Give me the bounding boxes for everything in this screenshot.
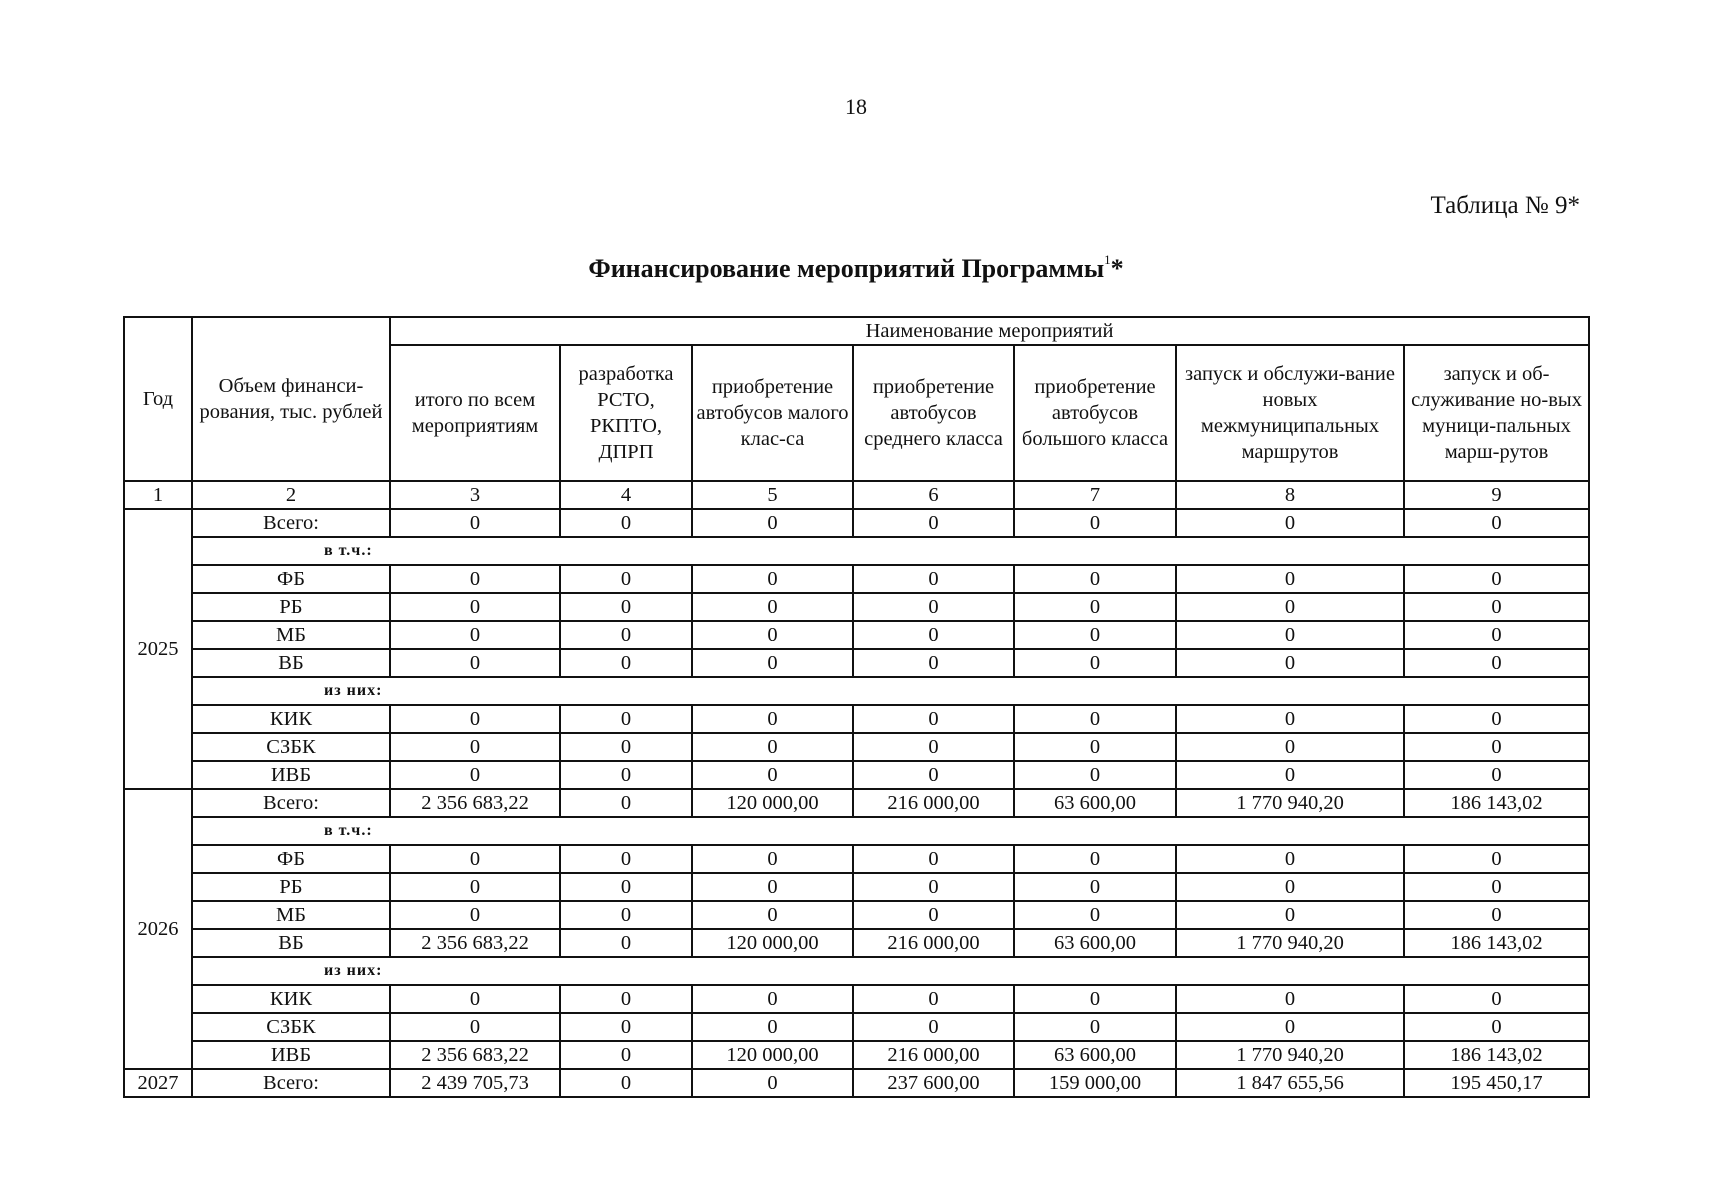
- value-cell: 216 000,00: [853, 1041, 1014, 1069]
- row-label: ФБ: [192, 565, 390, 593]
- value-cell: 0: [390, 845, 560, 873]
- value-cell: 0: [560, 1069, 692, 1097]
- value-cell: 0: [1014, 705, 1176, 733]
- year-cell: 2026: [124, 789, 192, 1069]
- value-cell: 0: [1404, 901, 1589, 929]
- value-cell: 0: [1176, 705, 1404, 733]
- table-row: [124, 1013, 1589, 1041]
- value-cell: 0: [1176, 761, 1404, 789]
- table-row: [124, 733, 1589, 761]
- header-col-7: приобретение автобусов большого класса: [1014, 345, 1176, 481]
- column-number: 3: [390, 481, 560, 509]
- column-number: 5: [692, 481, 853, 509]
- value-cell: 0: [1404, 761, 1589, 789]
- subgroup-label: из них:: [192, 677, 1589, 705]
- value-cell: 0: [1404, 985, 1589, 1013]
- value-cell: 2 356 683,22: [390, 1041, 560, 1069]
- value-cell: 0: [560, 705, 692, 733]
- table-row: [124, 1041, 1589, 1069]
- value-cell: 2 356 683,22: [390, 789, 560, 817]
- header-col-3: итого по всем мероприятиям: [390, 345, 560, 481]
- value-cell: 0: [1014, 565, 1176, 593]
- value-cell: 0: [853, 985, 1014, 1013]
- value-cell: 0: [390, 761, 560, 789]
- value-cell: 0: [853, 565, 1014, 593]
- row-label: ИВБ: [192, 1041, 390, 1069]
- value-cell: 0: [390, 593, 560, 621]
- value-cell: 0: [1014, 845, 1176, 873]
- value-cell: 216 000,00: [853, 929, 1014, 957]
- table-row: [124, 929, 1589, 957]
- row-label: Всего:: [192, 509, 390, 537]
- value-cell: 0: [1176, 509, 1404, 537]
- column-numbers-row: [124, 481, 1589, 509]
- value-cell: 186 143,02: [1404, 789, 1589, 817]
- value-cell: 0: [1014, 509, 1176, 537]
- value-cell: 0: [853, 873, 1014, 901]
- value-cell: 0: [692, 873, 853, 901]
- value-cell: 0: [1014, 1013, 1176, 1041]
- value-cell: 0: [692, 733, 853, 761]
- value-cell: 0: [560, 621, 692, 649]
- value-cell: 0: [853, 593, 1014, 621]
- value-cell: 0: [1176, 593, 1404, 621]
- value-cell: 0: [1404, 593, 1589, 621]
- year-cell: 2025: [124, 509, 192, 789]
- table-row: [124, 705, 1589, 733]
- row-label: СЗБК: [192, 1013, 390, 1041]
- column-number: 6: [853, 481, 1014, 509]
- table-row: [124, 985, 1589, 1013]
- row-label: РБ: [192, 873, 390, 901]
- table-row: [124, 1069, 1589, 1097]
- value-cell: 0: [1176, 985, 1404, 1013]
- value-cell: 0: [560, 509, 692, 537]
- header-col-8: запуск и обслужи-вание новых межмуниципальных маршрутов: [1176, 345, 1404, 481]
- value-cell: 237 600,00: [853, 1069, 1014, 1097]
- value-cell: 0: [560, 789, 692, 817]
- value-cell: 0: [1014, 649, 1176, 677]
- row-label: РБ: [192, 593, 390, 621]
- column-number: 7: [1014, 481, 1176, 509]
- value-cell: 0: [1014, 733, 1176, 761]
- value-cell: 216 000,00: [853, 789, 1014, 817]
- header-col-4: разработка РСТО, РКПТО, ДПРП: [560, 345, 692, 481]
- title-star: *: [1110, 254, 1124, 283]
- value-cell: 0: [560, 565, 692, 593]
- value-cell: 0: [692, 509, 853, 537]
- value-cell: 0: [853, 845, 1014, 873]
- value-cell: 0: [692, 845, 853, 873]
- value-cell: 0: [1176, 845, 1404, 873]
- value-cell: 0: [1014, 901, 1176, 929]
- value-cell: 0: [1404, 733, 1589, 761]
- value-cell: 0: [853, 621, 1014, 649]
- row-label: Всего:: [192, 1069, 390, 1097]
- value-cell: 0: [692, 901, 853, 929]
- value-cell: 0: [1176, 873, 1404, 901]
- table-number: Таблица № 9*: [1430, 192, 1580, 219]
- value-cell: 0: [1176, 733, 1404, 761]
- table-row: [124, 789, 1589, 817]
- value-cell: 0: [560, 761, 692, 789]
- value-cell: 159 000,00: [1014, 1069, 1176, 1097]
- row-label: ФБ: [192, 845, 390, 873]
- value-cell: 120 000,00: [692, 789, 853, 817]
- value-cell: 0: [692, 649, 853, 677]
- value-cell: 0: [692, 1069, 853, 1097]
- value-cell: 0: [390, 901, 560, 929]
- value-cell: 0: [853, 509, 1014, 537]
- column-number: 2: [192, 481, 390, 509]
- value-cell: 0: [1176, 649, 1404, 677]
- table-header: [124, 317, 1589, 509]
- page-number: 18: [845, 94, 867, 119]
- value-cell: 0: [390, 621, 560, 649]
- value-cell: 0: [560, 733, 692, 761]
- table-row: [124, 537, 1589, 565]
- value-cell: 0: [390, 733, 560, 761]
- column-number: 8: [1176, 481, 1404, 509]
- value-cell: 0: [692, 761, 853, 789]
- table-row: [124, 509, 1589, 537]
- value-cell: 0: [390, 873, 560, 901]
- title-footnote-mark: 1: [1104, 252, 1111, 267]
- value-cell: 0: [560, 1041, 692, 1069]
- value-cell: 0: [853, 649, 1014, 677]
- table-row: [124, 845, 1589, 873]
- subgroup-label: из них:: [192, 957, 1589, 985]
- value-cell: 0: [853, 1013, 1014, 1041]
- value-cell: 0: [390, 509, 560, 537]
- table-row: [124, 649, 1589, 677]
- value-cell: 0: [560, 985, 692, 1013]
- value-cell: 0: [1014, 621, 1176, 649]
- subgroup-label: в т.ч.:: [192, 537, 1589, 565]
- value-cell: 120 000,00: [692, 929, 853, 957]
- header-group: Наименование мероприятий: [390, 317, 1589, 345]
- value-cell: 0: [1404, 873, 1589, 901]
- table-row: [124, 761, 1589, 789]
- value-cell: 0: [390, 649, 560, 677]
- header-year: Год: [124, 317, 192, 481]
- value-cell: 0: [1014, 761, 1176, 789]
- value-cell: 0: [853, 733, 1014, 761]
- row-label: СЗБК: [192, 733, 390, 761]
- value-cell: 0: [1404, 1013, 1589, 1041]
- value-cell: 0: [853, 761, 1014, 789]
- value-cell: 0: [853, 901, 1014, 929]
- value-cell: 1 770 940,20: [1176, 929, 1404, 957]
- value-cell: 0: [560, 1013, 692, 1041]
- value-cell: 0: [692, 1013, 853, 1041]
- table-title: [0, 254, 1712, 284]
- value-cell: 63 600,00: [1014, 929, 1176, 957]
- value-cell: 0: [1014, 593, 1176, 621]
- value-cell: 0: [692, 705, 853, 733]
- table-row: [124, 873, 1589, 901]
- value-cell: 0: [1014, 985, 1176, 1013]
- value-cell: 0: [692, 621, 853, 649]
- value-cell: 1 770 940,20: [1176, 789, 1404, 817]
- column-number: 4: [560, 481, 692, 509]
- value-cell: 0: [1176, 565, 1404, 593]
- financing-table: [123, 316, 1590, 1098]
- row-label: МБ: [192, 901, 390, 929]
- value-cell: 0: [1176, 901, 1404, 929]
- value-cell: 0: [853, 705, 1014, 733]
- value-cell: 0: [560, 649, 692, 677]
- header-volume: Объем финанси-рования, тыс. рублей: [192, 317, 390, 481]
- value-cell: 2 439 705,73: [390, 1069, 560, 1097]
- title-text: Финансирование мероприятий Программы: [588, 254, 1105, 283]
- value-cell: 0: [1176, 621, 1404, 649]
- value-cell: 186 143,02: [1404, 929, 1589, 957]
- table-row: [124, 621, 1589, 649]
- value-cell: 0: [560, 593, 692, 621]
- value-cell: 1 847 655,56: [1176, 1069, 1404, 1097]
- value-cell: 0: [560, 929, 692, 957]
- header-col-5: приобретение автобусов малого клас-са: [692, 345, 853, 481]
- value-cell: 0: [692, 565, 853, 593]
- value-cell: 0: [1404, 565, 1589, 593]
- row-label: КИК: [192, 985, 390, 1013]
- row-label: ИВБ: [192, 761, 390, 789]
- value-cell: 0: [1014, 873, 1176, 901]
- column-number: 9: [1404, 481, 1589, 509]
- subgroup-label: в т.ч.:: [192, 817, 1589, 845]
- value-cell: 0: [390, 985, 560, 1013]
- value-cell: 0: [390, 705, 560, 733]
- row-label: Всего:: [192, 789, 390, 817]
- value-cell: 63 600,00: [1014, 1041, 1176, 1069]
- table-body: [124, 509, 1589, 1097]
- value-cell: 0: [1404, 845, 1589, 873]
- row-label: МБ: [192, 621, 390, 649]
- year-cell: 2027: [124, 1069, 192, 1097]
- table-row: [124, 593, 1589, 621]
- value-cell: 0: [1404, 705, 1589, 733]
- table-row: [124, 817, 1589, 845]
- value-cell: 0: [560, 873, 692, 901]
- row-label: ВБ: [192, 929, 390, 957]
- row-label: ВБ: [192, 649, 390, 677]
- table-row: [124, 901, 1589, 929]
- header-col-6: приобретение автобусов среднего класса: [853, 345, 1014, 481]
- value-cell: 120 000,00: [692, 1041, 853, 1069]
- value-cell: 0: [1176, 1013, 1404, 1041]
- column-number: 1: [124, 481, 192, 509]
- table-row: [124, 957, 1589, 985]
- value-cell: 0: [560, 901, 692, 929]
- value-cell: 0: [1404, 649, 1589, 677]
- value-cell: 0: [692, 985, 853, 1013]
- value-cell: 1 770 940,20: [1176, 1041, 1404, 1069]
- row-label: КИК: [192, 705, 390, 733]
- value-cell: 0: [390, 565, 560, 593]
- value-cell: 0: [692, 593, 853, 621]
- value-cell: 2 356 683,22: [390, 929, 560, 957]
- value-cell: 0: [560, 845, 692, 873]
- header-col-9: запуск и об-служивание но-вых муници-пальных марш-рутов: [1404, 345, 1589, 481]
- value-cell: 195 450,17: [1404, 1069, 1589, 1097]
- value-cell: 0: [1404, 509, 1589, 537]
- value-cell: 0: [390, 1013, 560, 1041]
- value-cell: 0: [1404, 621, 1589, 649]
- table-row: [124, 677, 1589, 705]
- value-cell: 63 600,00: [1014, 789, 1176, 817]
- value-cell: 186 143,02: [1404, 1041, 1589, 1069]
- table-row: [124, 565, 1589, 593]
